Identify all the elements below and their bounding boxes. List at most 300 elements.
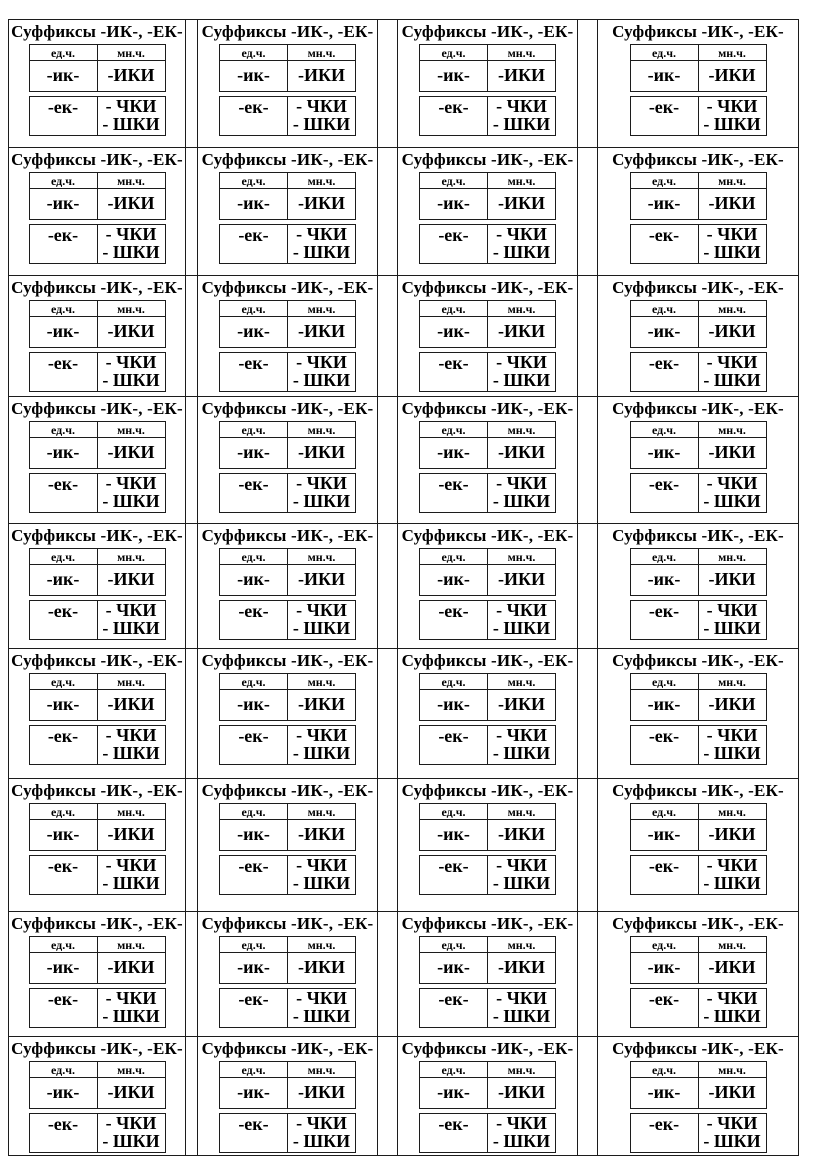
cell-ik-plural: -ИКИ	[488, 565, 556, 596]
column-spacer	[578, 912, 598, 1037]
suffix-table-bottom	[219, 855, 356, 895]
suffix-card	[598, 779, 798, 895]
cell-ik-singular: -ик-	[220, 61, 288, 92]
cell-ik-plural: -ИКИ	[288, 317, 356, 348]
ek-plural-line-1: - ЧКИ	[706, 96, 758, 116]
cell-ek-singular: -ек-	[420, 225, 488, 264]
cell-ek-plural	[698, 97, 766, 136]
card-cell	[198, 1037, 378, 1156]
column-spacer	[578, 524, 598, 649]
suffix-table-bottom	[630, 600, 767, 640]
ek-plural-line-2: - ШКИ	[292, 491, 351, 511]
card-cell	[198, 524, 378, 649]
suffix-card	[598, 649, 798, 765]
suffix-table-bottom	[29, 352, 166, 392]
ek-plural-line-1: - ЧКИ	[706, 224, 758, 244]
cell-ek-singular: -ек-	[630, 474, 698, 513]
col-header-singular: ед.ч.	[29, 549, 97, 565]
suffix-table-bottom	[630, 473, 767, 513]
cell-ek-plural	[488, 989, 556, 1028]
suffix-card	[398, 276, 577, 392]
col-header-plural: мн.ч.	[97, 173, 165, 189]
column-spacer	[186, 649, 198, 779]
cell-ik-singular: -ик-	[29, 690, 97, 721]
column-spacer	[578, 397, 598, 524]
card-title: Суффиксы -ИК-, -ЕК-	[11, 651, 183, 670]
suffix-table-bottom	[419, 224, 556, 264]
ek-plural-line-2: - ШКИ	[703, 1006, 761, 1026]
suffix-table-top	[419, 421, 556, 469]
suffix-card	[9, 276, 185, 392]
suffix-table-top	[219, 300, 356, 348]
col-header-singular: ед.ч.	[220, 549, 288, 565]
suffix-table-bottom	[219, 725, 356, 765]
cell-ik-singular: -ик-	[630, 438, 698, 469]
card-title: Суффиксы -ИК-, -ЕК-	[612, 781, 784, 800]
ek-plural-line-2: - ШКИ	[492, 370, 551, 390]
col-header-singular: ед.ч.	[420, 937, 488, 953]
cell-ik-plural: -ИКИ	[488, 1078, 556, 1109]
suffix-table-top	[419, 803, 556, 851]
cell-ek-plural	[97, 353, 165, 392]
col-header-plural: мн.ч.	[97, 549, 165, 565]
card-title: Суффиксы -ИК-, -ЕК-	[11, 914, 183, 933]
suffix-table-bottom	[419, 96, 556, 136]
column-spacer	[186, 524, 198, 649]
cell-ik-singular: -ик-	[29, 61, 97, 92]
cell-ik-plural: -ИКИ	[488, 61, 556, 92]
card-title: Суффиксы -ИК-, -ЕК-	[612, 150, 784, 169]
suffix-table-bottom	[630, 988, 767, 1028]
cell-ik-singular: -ик-	[630, 565, 698, 596]
suffix-table-bottom	[419, 988, 556, 1028]
cell-ek-singular: -ек-	[420, 989, 488, 1028]
card-title: Суффиксы -ИК-, -ЕК-	[11, 278, 183, 297]
cell-ik-singular: -ик-	[220, 438, 288, 469]
suffix-table-top	[219, 1061, 356, 1109]
ek-plural-line-1: - ЧКИ	[706, 725, 758, 745]
suffix-card	[198, 148, 377, 264]
cell-ek-singular: -ек-	[630, 1114, 698, 1153]
cell-ek-plural	[488, 353, 556, 392]
ek-plural-line-2: - ШКИ	[292, 618, 351, 638]
suffix-table-bottom	[630, 96, 767, 136]
ek-plural-line-1: - ЧКИ	[496, 988, 547, 1008]
card-cell	[398, 276, 578, 397]
col-header-plural: мн.ч.	[97, 301, 165, 317]
cell-ik-singular: -ик-	[220, 317, 288, 348]
card-title: Суффиксы -ИК-, -ЕК-	[401, 526, 574, 545]
ek-plural-line-2: - ШКИ	[492, 114, 551, 134]
card-cell	[198, 779, 378, 912]
card-title: Суффиксы -ИК-, -ЕК-	[201, 150, 374, 169]
col-header-singular: ед.ч.	[29, 173, 97, 189]
cell-ek-singular: -ек-	[29, 474, 97, 513]
suffix-table-top	[419, 936, 556, 984]
suffix-table-top	[29, 673, 166, 721]
card-cell	[598, 276, 799, 397]
col-header-singular: ед.ч.	[420, 674, 488, 690]
suffix-table-bottom	[219, 352, 356, 392]
cell-ek-plural	[288, 97, 356, 136]
cell-ik-plural: -ИКИ	[488, 438, 556, 469]
cell-ik-plural: -ИКИ	[97, 438, 165, 469]
cell-ek-singular: -ек-	[220, 989, 288, 1028]
col-header-singular: ед.ч.	[220, 674, 288, 690]
suffix-card	[398, 649, 577, 765]
cell-ek-plural	[97, 474, 165, 513]
ek-plural-line-2: - ШКИ	[292, 370, 351, 390]
col-header-singular: ед.ч.	[220, 937, 288, 953]
cell-ik-plural: -ИКИ	[698, 317, 766, 348]
suffix-card	[198, 779, 377, 895]
card-title: Суффиксы -ИК-, -ЕК-	[612, 22, 784, 41]
card-title: Суффиксы -ИК-, -ЕК-	[612, 278, 784, 297]
suffix-table-bottom	[630, 725, 767, 765]
cell-ik-singular: -ик-	[29, 565, 97, 596]
suffix-card	[598, 148, 798, 264]
ek-plural-line-2: - ШКИ	[703, 743, 761, 763]
cell-ik-plural: -ИКИ	[288, 61, 356, 92]
card-cell	[198, 148, 378, 276]
cell-ik-plural: -ИКИ	[97, 565, 165, 596]
suffix-card	[598, 276, 798, 392]
cell-ek-plural	[698, 225, 766, 264]
suffix-table-top	[219, 673, 356, 721]
suffix-table-top	[29, 44, 166, 92]
col-header-plural: мн.ч.	[488, 1062, 556, 1078]
cell-ek-plural	[97, 225, 165, 264]
suffix-table-top	[419, 172, 556, 220]
ek-plural-line-2: - ШКИ	[292, 1006, 351, 1026]
suffix-card	[9, 148, 185, 264]
col-header-plural: мн.ч.	[698, 173, 766, 189]
cell-ek-singular: -ек-	[220, 726, 288, 765]
ek-plural-line-1: - ЧКИ	[105, 725, 157, 745]
cell-ek-plural	[698, 1114, 766, 1153]
suffix-table-bottom	[419, 855, 556, 895]
cell-ek-plural	[288, 353, 356, 392]
ek-plural-line-2: - ШКИ	[102, 114, 160, 134]
column-spacer	[186, 397, 198, 524]
suffix-table-bottom	[29, 988, 166, 1028]
col-header-plural: мн.ч.	[97, 674, 165, 690]
col-header-singular: ед.ч.	[420, 804, 488, 820]
col-header-plural: мн.ч.	[488, 549, 556, 565]
ek-plural-line-1: - ЧКИ	[296, 988, 347, 1008]
cell-ik-singular: -ик-	[220, 565, 288, 596]
card-cell	[9, 276, 186, 397]
card-title: Суффиксы -ИК-, -ЕК-	[11, 150, 183, 169]
col-header-singular: ед.ч.	[29, 937, 97, 953]
col-header-plural: мн.ч.	[288, 804, 356, 820]
col-header-plural: мн.ч.	[288, 549, 356, 565]
card-title: Суффиксы -ИК-, -ЕК-	[401, 1039, 574, 1058]
col-header-singular: ед.ч.	[630, 804, 698, 820]
col-header-singular: ед.ч.	[630, 674, 698, 690]
cell-ek-singular: -ек-	[29, 601, 97, 640]
suffix-card	[398, 1037, 577, 1153]
card-cell	[598, 524, 799, 649]
card-title: Суффиксы -ИК-, -ЕК-	[201, 914, 374, 933]
cell-ek-singular: -ек-	[29, 353, 97, 392]
cell-ik-singular: -ик-	[29, 1078, 97, 1109]
cell-ik-plural: -ИКИ	[97, 820, 165, 851]
cell-ek-singular: -ек-	[220, 856, 288, 895]
cell-ek-singular: -ек-	[220, 601, 288, 640]
card-title: Суффиксы -ИК-, -ЕК-	[401, 781, 574, 800]
col-header-singular: ед.ч.	[220, 804, 288, 820]
suffix-table-top	[29, 421, 166, 469]
suffix-table-bottom	[29, 473, 166, 513]
card-title: Суффиксы -ИК-, -ЕК-	[201, 22, 374, 41]
cell-ek-plural	[97, 1114, 165, 1153]
cell-ek-plural	[97, 856, 165, 895]
col-header-singular: ед.ч.	[630, 422, 698, 438]
cell-ek-plural	[488, 726, 556, 765]
card-title: Суффиксы -ИК-, -ЕК-	[201, 781, 374, 800]
cell-ik-plural: -ИКИ	[488, 690, 556, 721]
col-header-singular: ед.ч.	[220, 1062, 288, 1078]
cards-grid	[8, 19, 799, 1156]
column-spacer	[378, 148, 398, 276]
col-header-plural: мн.ч.	[698, 45, 766, 61]
cell-ik-singular: -ик-	[420, 189, 488, 220]
col-header-plural: мн.ч.	[698, 1062, 766, 1078]
cell-ek-plural	[288, 601, 356, 640]
ek-plural-line-1: - ЧКИ	[105, 224, 157, 244]
col-header-plural: мн.ч.	[488, 937, 556, 953]
cell-ik-plural: -ИКИ	[698, 189, 766, 220]
col-header-singular: ед.ч.	[29, 674, 97, 690]
suffix-table-top	[29, 548, 166, 596]
cell-ik-plural: -ИКИ	[97, 690, 165, 721]
suffix-card	[398, 148, 577, 264]
suffix-card	[398, 20, 577, 136]
suffix-table-top	[419, 548, 556, 596]
card-title: Суффиксы -ИК-, -ЕК-	[11, 781, 183, 800]
cell-ik-singular: -ик-	[420, 953, 488, 984]
ek-plural-line-1: - ЧКИ	[706, 855, 758, 875]
suffix-table-bottom	[29, 600, 166, 640]
suffix-table-bottom	[630, 224, 767, 264]
suffix-card	[398, 779, 577, 895]
card-title: Суффиксы -ИК-, -ЕК-	[11, 22, 183, 41]
column-spacer	[186, 20, 198, 148]
col-header-plural: мн.ч.	[288, 937, 356, 953]
card-cell	[9, 1037, 186, 1156]
suffix-table-top	[29, 936, 166, 984]
cell-ek-singular: -ек-	[630, 353, 698, 392]
card-title: Суффиксы -ИК-, -ЕК-	[11, 399, 183, 418]
column-spacer	[186, 276, 198, 397]
cell-ek-singular: -ек-	[29, 225, 97, 264]
card-title: Суффиксы -ИК-, -ЕК-	[401, 150, 574, 169]
ek-plural-line-2: - ШКИ	[703, 242, 761, 262]
cell-ek-singular: -ек-	[630, 225, 698, 264]
column-spacer	[578, 779, 598, 912]
col-header-plural: мн.ч.	[488, 422, 556, 438]
ek-plural-line-2: - ШКИ	[292, 873, 351, 893]
col-header-singular: ед.ч.	[220, 422, 288, 438]
suffix-card	[198, 649, 377, 765]
cell-ek-plural	[97, 989, 165, 1028]
card-title: Суффиксы -ИК-, -ЕК-	[401, 651, 574, 670]
suffix-table-top	[630, 803, 767, 851]
ek-plural-line-2: - ШКИ	[102, 242, 160, 262]
cell-ek-plural	[698, 474, 766, 513]
card-cell	[198, 276, 378, 397]
suffix-card	[9, 912, 185, 1028]
card-title: Суффиксы -ИК-, -ЕК-	[612, 526, 784, 545]
ek-plural-line-1: - ЧКИ	[496, 224, 547, 244]
cell-ik-singular: -ик-	[630, 317, 698, 348]
ek-plural-line-2: - ШКИ	[492, 743, 551, 763]
suffix-table-top	[29, 1061, 166, 1109]
card-cell	[398, 1037, 578, 1156]
cell-ek-singular: -ек-	[420, 97, 488, 136]
cell-ek-plural	[488, 856, 556, 895]
ek-plural-line-2: - ШКИ	[102, 370, 160, 390]
ek-plural-line-1: - ЧКИ	[105, 473, 157, 493]
column-spacer	[378, 912, 398, 1037]
suffix-table-top	[630, 300, 767, 348]
ek-plural-line-1: - ЧКИ	[296, 725, 347, 745]
card-title: Суффиксы -ИК-, -ЕК-	[401, 22, 574, 41]
cell-ik-singular: -ик-	[420, 820, 488, 851]
cell-ek-plural	[488, 474, 556, 513]
col-header-singular: ед.ч.	[420, 45, 488, 61]
column-spacer	[578, 148, 598, 276]
suffix-card	[9, 649, 185, 765]
cell-ik-singular: -ик-	[29, 820, 97, 851]
ek-plural-line-2: - ШКИ	[703, 370, 761, 390]
column-spacer	[186, 148, 198, 276]
column-spacer	[578, 276, 598, 397]
ek-plural-line-2: - ШКИ	[703, 114, 761, 134]
cell-ik-plural: -ИКИ	[97, 61, 165, 92]
suffix-card	[598, 397, 798, 513]
cell-ek-singular: -ек-	[220, 1114, 288, 1153]
cell-ik-plural: -ИКИ	[698, 953, 766, 984]
cell-ek-singular: -ек-	[630, 601, 698, 640]
suffix-table-top	[630, 548, 767, 596]
card-cell	[598, 20, 799, 148]
ek-plural-line-1: - ЧКИ	[105, 352, 157, 372]
suffix-card	[9, 397, 185, 513]
ek-plural-line-1: - ЧКИ	[296, 96, 347, 116]
suffix-table-top	[219, 936, 356, 984]
card-title: Суффиксы -ИК-, -ЕК-	[11, 1039, 183, 1058]
column-spacer	[578, 649, 598, 779]
card-title: Суффиксы -ИК-, -ЕК-	[201, 1039, 374, 1058]
card-title: Суффиксы -ИК-, -ЕК-	[11, 526, 183, 545]
cell-ik-singular: -ик-	[630, 189, 698, 220]
ek-plural-line-1: - ЧКИ	[296, 473, 347, 493]
cell-ik-plural: -ИКИ	[698, 820, 766, 851]
col-header-singular: ед.ч.	[29, 45, 97, 61]
ek-plural-line-1: - ЧКИ	[296, 224, 347, 244]
cell-ik-plural: -ИКИ	[288, 565, 356, 596]
cell-ik-plural: -ИКИ	[288, 820, 356, 851]
card-title: Суффиксы -ИК-, -ЕК-	[201, 526, 374, 545]
card-cell	[598, 397, 799, 524]
cell-ek-singular: -ек-	[29, 97, 97, 136]
suffix-table-top	[630, 44, 767, 92]
column-spacer	[378, 779, 398, 912]
col-header-singular: ед.ч.	[630, 173, 698, 189]
ek-plural-line-2: - ШКИ	[102, 1006, 160, 1026]
cell-ek-plural	[698, 601, 766, 640]
cell-ik-plural: -ИКИ	[97, 317, 165, 348]
cell-ik-plural: -ИКИ	[288, 953, 356, 984]
col-header-plural: мн.ч.	[488, 804, 556, 820]
card-cell	[398, 397, 578, 524]
column-spacer	[378, 524, 398, 649]
ek-plural-line-1: - ЧКИ	[706, 600, 758, 620]
suffix-card	[9, 524, 185, 640]
cell-ik-singular: -ик-	[630, 1078, 698, 1109]
ek-plural-line-1: - ЧКИ	[296, 600, 347, 620]
card-cell	[398, 779, 578, 912]
cell-ik-singular: -ик-	[220, 189, 288, 220]
card-cell	[9, 397, 186, 524]
ek-plural-line-1: - ЧКИ	[105, 988, 157, 1008]
col-header-plural: мн.ч.	[488, 45, 556, 61]
column-spacer	[378, 649, 398, 779]
suffix-table-bottom	[219, 473, 356, 513]
suffix-table-top	[630, 1061, 767, 1109]
cell-ek-singular: -ек-	[630, 97, 698, 136]
cell-ek-plural	[288, 225, 356, 264]
suffix-table-top	[630, 172, 767, 220]
suffix-table-top	[630, 936, 767, 984]
col-header-singular: ед.ч.	[220, 173, 288, 189]
ek-plural-line-2: - ШКИ	[492, 491, 551, 511]
card-cell	[598, 779, 799, 912]
cell-ek-plural	[488, 97, 556, 136]
suffix-table-top	[219, 421, 356, 469]
suffix-table-top	[29, 300, 166, 348]
suffix-table-top	[219, 803, 356, 851]
col-header-plural: мн.ч.	[97, 422, 165, 438]
suffix-table-bottom	[630, 352, 767, 392]
column-spacer	[186, 1037, 198, 1156]
cell-ik-singular: -ик-	[220, 690, 288, 721]
cell-ik-singular: -ик-	[420, 690, 488, 721]
cell-ek-plural	[97, 97, 165, 136]
cell-ik-singular: -ик-	[220, 1078, 288, 1109]
suffix-table-bottom	[419, 600, 556, 640]
cell-ek-plural	[698, 989, 766, 1028]
cell-ik-plural: -ИКИ	[698, 61, 766, 92]
column-spacer	[186, 912, 198, 1037]
col-header-plural: мн.ч.	[698, 422, 766, 438]
cell-ek-singular: -ек-	[220, 353, 288, 392]
suffix-card	[598, 524, 798, 640]
suffix-table-top	[419, 673, 556, 721]
cell-ek-plural	[97, 726, 165, 765]
cell-ek-singular: -ек-	[420, 1114, 488, 1153]
cell-ek-plural	[288, 474, 356, 513]
ek-plural-line-2: - ШКИ	[292, 114, 351, 134]
suffix-table-top	[219, 44, 356, 92]
card-title: Суффиксы -ИК-, -ЕК-	[201, 651, 374, 670]
cell-ek-singular: -ек-	[630, 989, 698, 1028]
cell-ek-singular: -ек-	[630, 856, 698, 895]
cell-ek-plural	[488, 601, 556, 640]
cell-ik-singular: -ик-	[220, 953, 288, 984]
